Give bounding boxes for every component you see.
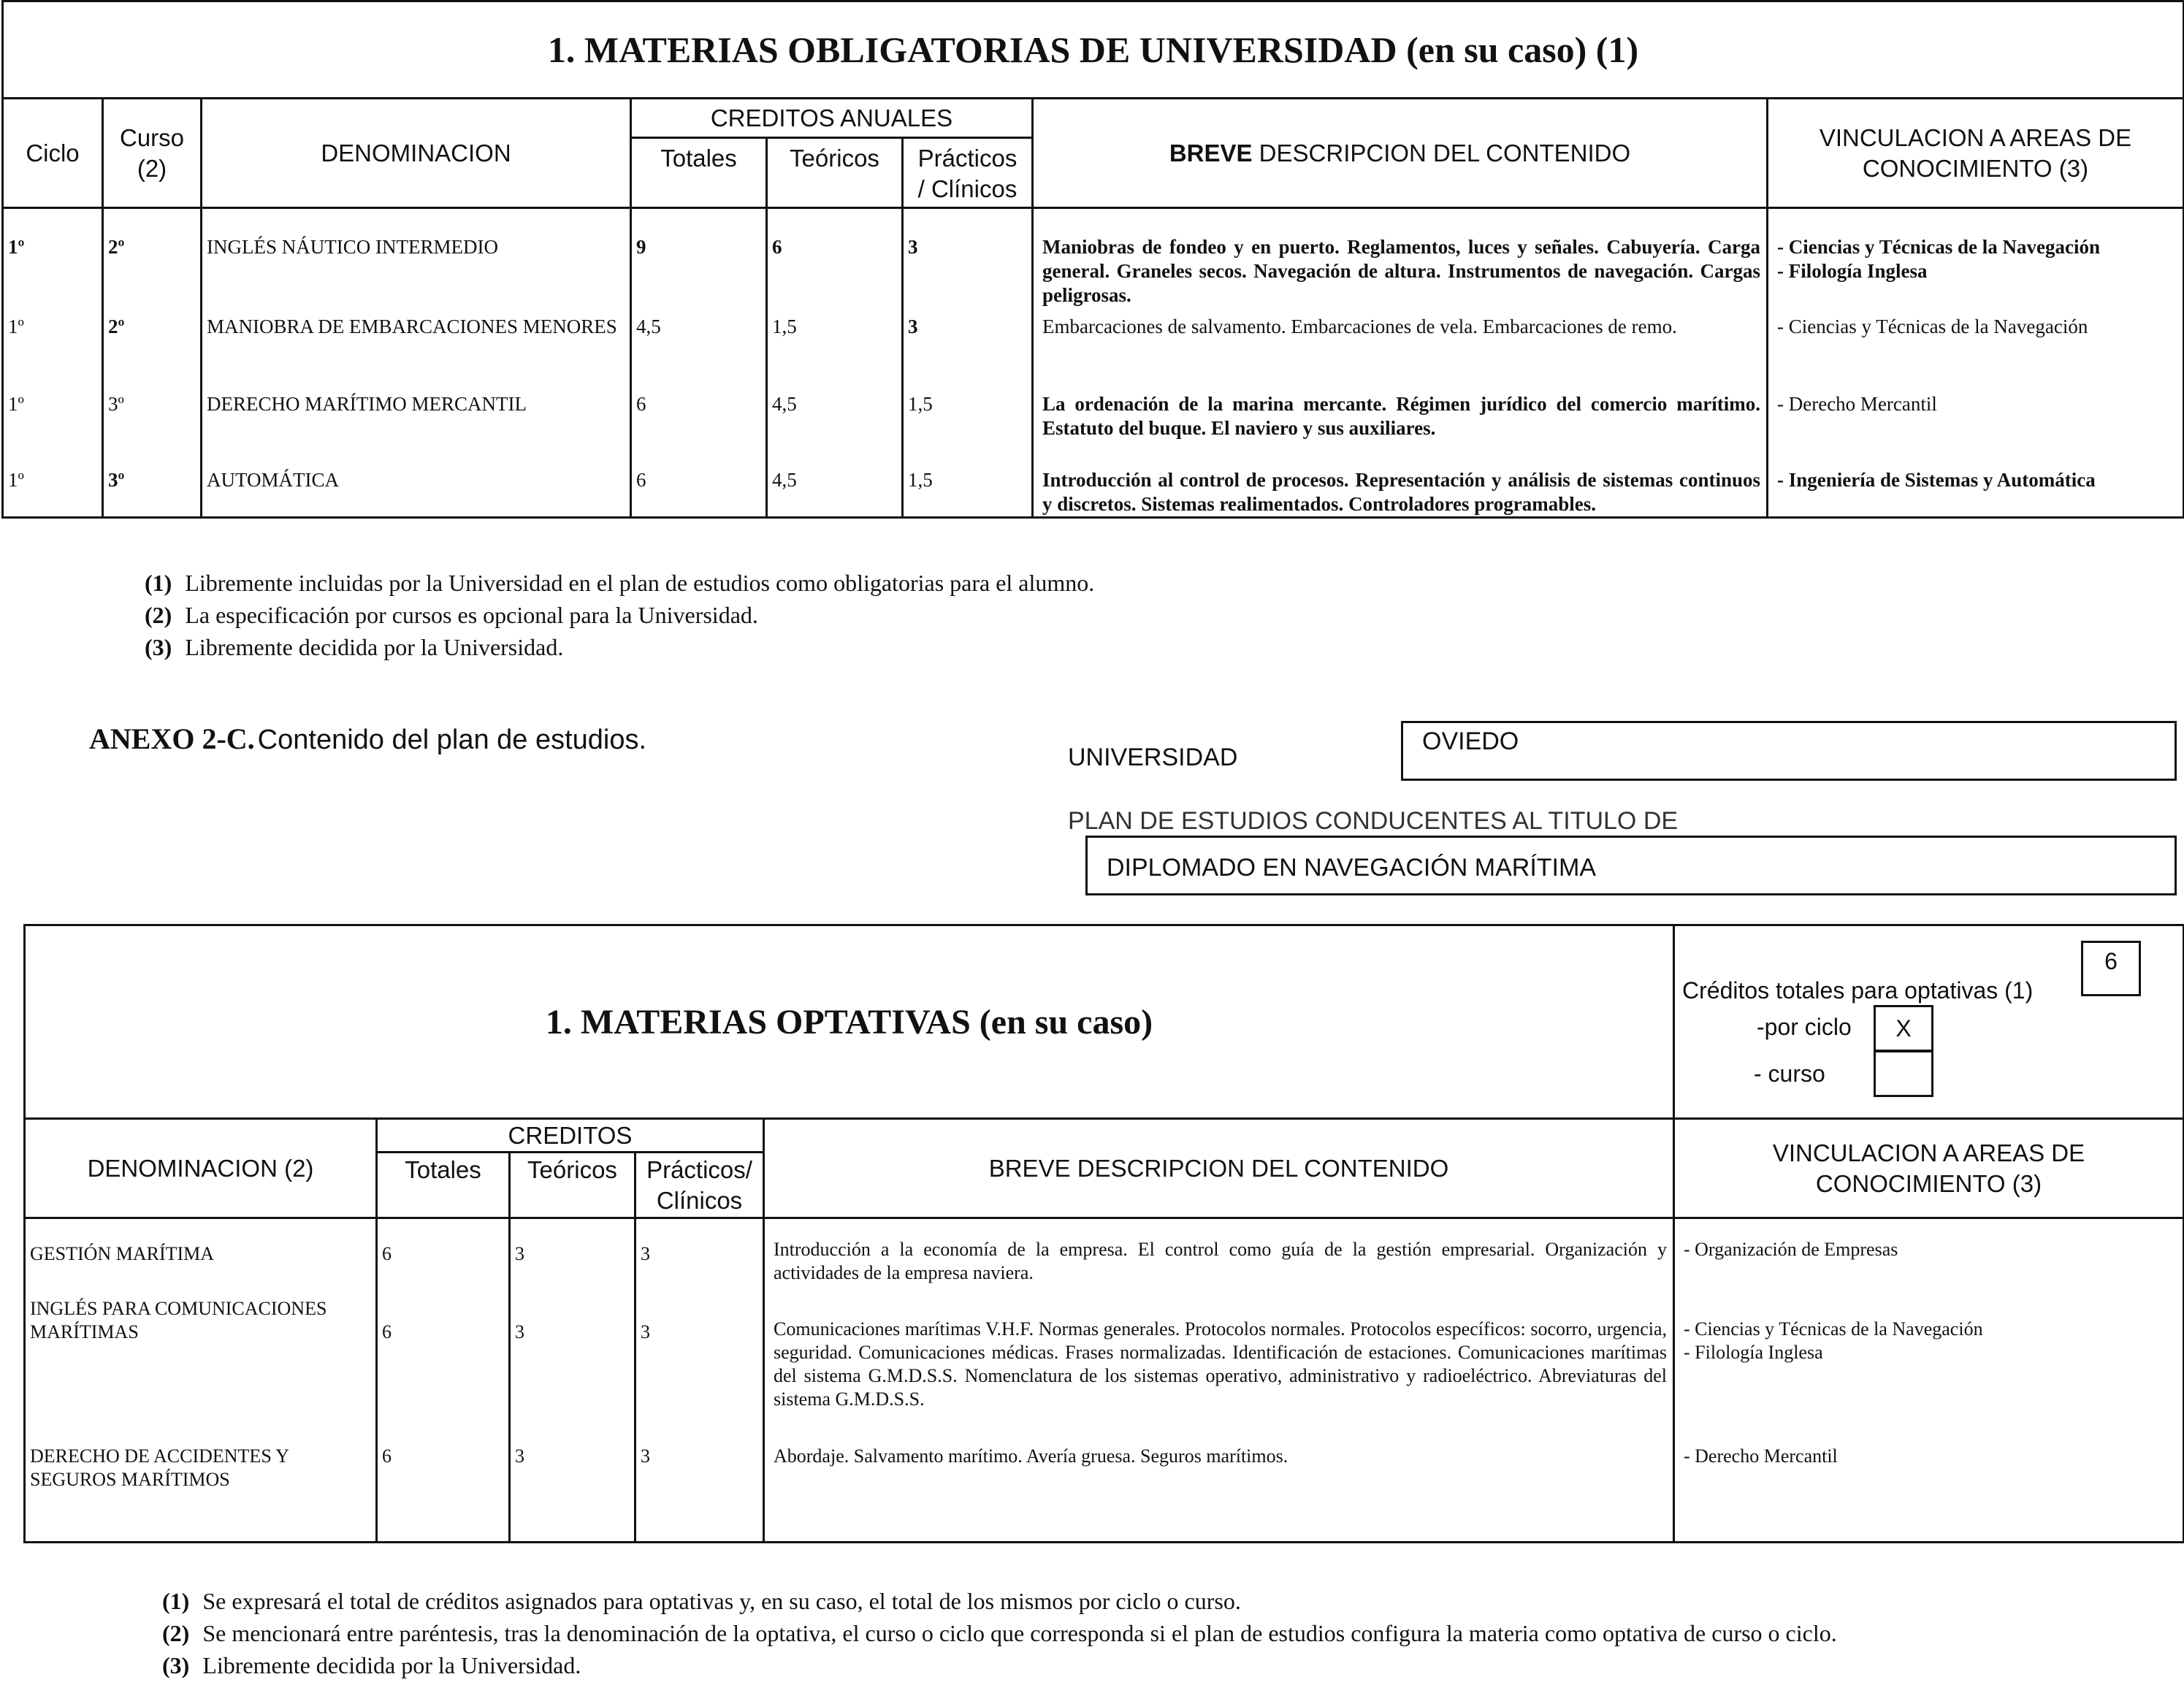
cell-teoricos: 1,5 bbox=[767, 309, 903, 386]
optativas-title: 1. MATERIAS OPTATIVAS (en su caso) bbox=[545, 1002, 1153, 1042]
footnote-text: La especificación por cursos es opcional para la Universidad. bbox=[185, 602, 758, 628]
obligatorias-title: 1. MATERIAS OBLIGATORIAS DE UNIVERSIDAD (en su caso) (1) bbox=[547, 29, 1639, 70]
table-row bbox=[25, 1442, 2184, 1543]
cell-denominacion: DERECHO MARÍTIMO MERCANTIL bbox=[202, 386, 631, 462]
cell-totales: 6 bbox=[631, 462, 767, 518]
curso-label: - curso bbox=[1754, 1061, 1825, 1087]
por-ciclo-label: -por ciclo bbox=[1757, 1014, 1852, 1040]
cell-descripcion: Abordaje. Salvamento marítimo. Avería gruesa. Seguros marítimos. bbox=[764, 1442, 1674, 1543]
header-ciclo: Ciclo bbox=[3, 99, 103, 208]
header-curso-label: Curso bbox=[119, 123, 185, 151]
cell-vinculacion bbox=[1674, 1296, 2184, 1442]
cell-vinculacion bbox=[1674, 1218, 2184, 1296]
cell-denominacion: INGLÉS NÁUTICO INTERMEDIO bbox=[202, 208, 631, 309]
cell-practicos: 1,5 bbox=[903, 386, 1033, 462]
header-practicos bbox=[635, 1153, 764, 1218]
cell-vinculacion bbox=[1674, 1442, 2184, 1543]
footnote-number: (2) bbox=[145, 602, 172, 628]
table-row bbox=[3, 208, 2184, 309]
footnote-number: (3) bbox=[145, 634, 172, 660]
anexo-heading bbox=[89, 722, 646, 756]
anexo-description: Contenido del plan de estudios. bbox=[257, 725, 647, 755]
cell-teoricos: 3 bbox=[510, 1442, 635, 1543]
footnote-text: Se mencionará entre paréntesis, tras la denominación de la optativa, el curso o ciclo que corresponda si el plan de estudios configura la materia como optativa de curso o ciclo. bbox=[202, 1620, 1837, 1646]
cell-descripcion: Comunicaciones marítimas V.H.F. Normas generales. Protocolos normales. Protocolos específicos: socorro, urgencia, seguridad. Comunicaciones médicas. Frases normalizadas. Identificación de estaciones. Comunicaciones marítimas del sistema G.M.D.S.S. Nomenclatura de los sistemas operativo, administrativo y radioeléctrico. Abreviaturas del sistema G.M.D.S.S. bbox=[764, 1296, 1674, 1442]
cell-totales: 6 bbox=[377, 1296, 510, 1442]
vinculacion-area: - Derecho Mercantil bbox=[1777, 392, 1937, 415]
cell-teoricos: 3 bbox=[510, 1218, 635, 1296]
header-vinculacion-1: VINCULACION A AREAS DE bbox=[1819, 123, 2132, 151]
optativas-title-cell bbox=[25, 925, 1674, 1119]
footnote bbox=[145, 599, 1094, 631]
cell-totales: 6 bbox=[377, 1442, 510, 1543]
vinculacion-area: - Filología Inglesa bbox=[1777, 260, 1928, 282]
universidad-field: OVIEDO bbox=[1401, 721, 2177, 781]
cell-practicos: 1,5 bbox=[903, 462, 1033, 518]
footnote-number: (3) bbox=[162, 1652, 190, 1678]
header-teoricos: Teóricos bbox=[767, 138, 903, 208]
cell-descripcion: Embarcaciones de salvamento. Embarcaciones de vela. Embarcaciones de remo. bbox=[1033, 309, 1768, 386]
cell-curso: 2º bbox=[103, 208, 202, 309]
footnote-number: (1) bbox=[162, 1588, 190, 1614]
cell-totales: 6 bbox=[377, 1218, 510, 1296]
cell-ciclo: 1º bbox=[3, 208, 103, 309]
header-curso bbox=[103, 99, 202, 208]
footnote-text: Libremente decidida por la Universidad. bbox=[202, 1652, 581, 1678]
cell-denominacion: GESTIÓN MARÍTIMA bbox=[25, 1218, 377, 1296]
footnote bbox=[145, 631, 1094, 663]
optativas-creditos-cell bbox=[1674, 925, 2184, 1119]
header-creditos: CREDITOS bbox=[377, 1119, 764, 1153]
header-descripcion-rest: DESCRIPCION DEL CONTENIDO bbox=[1252, 139, 1631, 167]
header-denominacion: DENOMINACION (2) bbox=[25, 1119, 377, 1218]
cell-curso: 3º bbox=[103, 462, 202, 518]
header-creditos-anuales: CREDITOS ANUALES bbox=[631, 99, 1033, 138]
table-row bbox=[3, 462, 2184, 518]
cell-practicos: 3 bbox=[635, 1218, 764, 1296]
cell-curso: 2º bbox=[103, 309, 202, 386]
header-denominacion: DENOMINACION bbox=[202, 99, 631, 208]
creditos-totales-label: Créditos totales para optativas (1) bbox=[1682, 977, 2034, 1004]
plan-label: PLAN DE ESTUDIOS CONDUCENTES AL TITULO DE bbox=[1068, 807, 1679, 835]
cell-practicos: 3 bbox=[903, 309, 1033, 386]
cell-ciclo: 1º bbox=[3, 309, 103, 386]
footnote bbox=[162, 1649, 1837, 1681]
cell-vinculacion bbox=[1768, 208, 2184, 309]
header-totales: Totales bbox=[631, 138, 767, 208]
cell-teoricos: 6 bbox=[767, 208, 903, 309]
header-practicos-2: / Clínicos bbox=[917, 175, 1017, 202]
cell-practicos: 3 bbox=[635, 1296, 764, 1442]
vinculacion-area: - Ciencias y Técnicas de la Navegación bbox=[1777, 236, 2100, 258]
cell-vinculacion bbox=[1768, 462, 2184, 518]
obligatorias-table bbox=[1, 0, 2184, 519]
footnote-text: Se expresará el total de créditos asignados para optativas y, en su caso, el total de los mismos por ciclo o curso. bbox=[202, 1588, 1241, 1614]
header-descripcion bbox=[1033, 99, 1768, 208]
header-vinculacion-2: CONOCIMIENTO (3) bbox=[1815, 1169, 2042, 1197]
header-vinculacion bbox=[1768, 99, 2184, 208]
creditos-totales-box: 6 bbox=[2081, 941, 2141, 996]
cell-totales: 6 bbox=[631, 386, 767, 462]
header-practicos-1: Prácticos bbox=[917, 145, 1017, 172]
cell-ciclo: 1º bbox=[3, 462, 103, 518]
cell-vinculacion bbox=[1768, 309, 2184, 386]
header-practicos-2: Clínicos bbox=[656, 1187, 743, 1214]
footnote bbox=[162, 1617, 1837, 1649]
cell-practicos: 3 bbox=[903, 208, 1033, 309]
vinculacion-area: - Filología Inglesa bbox=[1684, 1341, 1823, 1363]
footnote bbox=[162, 1585, 1837, 1617]
header-teoricos: Teóricos bbox=[510, 1153, 635, 1218]
header-practicos-1: Prácticos/ bbox=[646, 1156, 752, 1183]
header-practicos bbox=[903, 138, 1033, 208]
cell-denominacion: AUTOMÁTICA bbox=[202, 462, 631, 518]
curso-box bbox=[1874, 1050, 1933, 1097]
header-vinculacion bbox=[1674, 1119, 2184, 1218]
por-ciclo-box: X bbox=[1874, 1005, 1933, 1052]
optativas-table bbox=[23, 924, 2184, 1543]
anexo-label: ANEXO 2-C. bbox=[89, 722, 255, 755]
header-totales: Totales bbox=[377, 1153, 510, 1218]
footnote-text: Libremente decidida por la Universidad. bbox=[185, 634, 564, 660]
vinculacion-area: - Ciencias y Técnicas de la Navegación bbox=[1684, 1318, 1983, 1340]
header-vinculacion-1: VINCULACION A AREAS DE bbox=[1772, 1139, 2085, 1166]
cell-teoricos: 4,5 bbox=[767, 462, 903, 518]
header-curso-note: (2) bbox=[137, 154, 167, 182]
vinculacion-area: - Derecho Mercantil bbox=[1684, 1445, 1838, 1467]
table-row bbox=[3, 386, 2184, 462]
optativas-notes bbox=[162, 1585, 1837, 1681]
cell-curso: 3º bbox=[103, 386, 202, 462]
cell-totales: 9 bbox=[631, 208, 767, 309]
vinculacion-area: - Ciencias y Técnicas de la Navegación bbox=[1777, 315, 2088, 337]
obligatorias-notes bbox=[145, 567, 1094, 663]
vinculacion-area: - Organización de Empresas bbox=[1684, 1239, 1898, 1260]
universidad-label: UNIVERSIDAD bbox=[1068, 744, 1238, 771]
footnote-number: (2) bbox=[162, 1620, 190, 1646]
footnote bbox=[145, 567, 1094, 599]
header-descripcion-bold: BREVE bbox=[1169, 139, 1253, 167]
header-descripcion: BREVE DESCRIPCION DEL CONTENIDO bbox=[764, 1119, 1674, 1218]
cell-practicos: 3 bbox=[635, 1442, 764, 1543]
obligatorias-title-cell bbox=[3, 1, 2184, 99]
table-row bbox=[25, 1296, 2184, 1442]
cell-teoricos: 4,5 bbox=[767, 386, 903, 462]
cell-denominacion: MANIOBRA DE EMBARCACIONES MENORES bbox=[202, 309, 631, 386]
cell-descripcion: La ordenación de la marina mercante. Régimen jurídico del comercio marítimo. Estatuto del buque. El naviero y sus auxiliares. bbox=[1033, 386, 1768, 462]
table-row bbox=[3, 309, 2184, 386]
header-vinculacion-2: CONOCIMIENTO (3) bbox=[1862, 154, 2089, 182]
cell-denominacion: INGLÉS PARA COMUNICACIONES MARÍTIMAS bbox=[25, 1296, 377, 1442]
cell-denominacion: DERECHO DE ACCIDENTES Y SEGUROS MARÍTIMOS bbox=[25, 1442, 377, 1543]
footnote-number: (1) bbox=[145, 570, 172, 596]
cell-teoricos: 3 bbox=[510, 1296, 635, 1442]
titulo-field: DIPLOMADO EN NAVEGACIÓN MARÍTIMA bbox=[1085, 836, 2177, 895]
cell-totales: 4,5 bbox=[631, 309, 767, 386]
cell-vinculacion bbox=[1768, 386, 2184, 462]
cell-descripcion: Introducción a la economía de la empresa. El control como guía de la gestión empresarial. Organización y actividades de la empresa naviera. bbox=[764, 1218, 1674, 1296]
vinculacion-area: - Ingeniería de Sistemas y Automática bbox=[1777, 468, 2096, 491]
table-row bbox=[25, 1218, 2184, 1296]
cell-descripcion: Maniobras de fondeo y en puerto. Reglamentos, luces y señales. Cabuyería. Carga general. Graneles secos. Navegación de altura. Instrumentos de navegación. Cargas peligrosas. bbox=[1033, 208, 1768, 309]
footnote-text: Libremente incluidas por la Universidad en el plan de estudios como obligatorias para el alumno. bbox=[185, 570, 1095, 596]
cell-ciclo: 1º bbox=[3, 386, 103, 462]
cell-descripcion: Introducción al control de procesos. Representación y análisis de sistemas continuos y discretos. Sistemas realimentados. Controladores programables. bbox=[1033, 462, 1768, 518]
